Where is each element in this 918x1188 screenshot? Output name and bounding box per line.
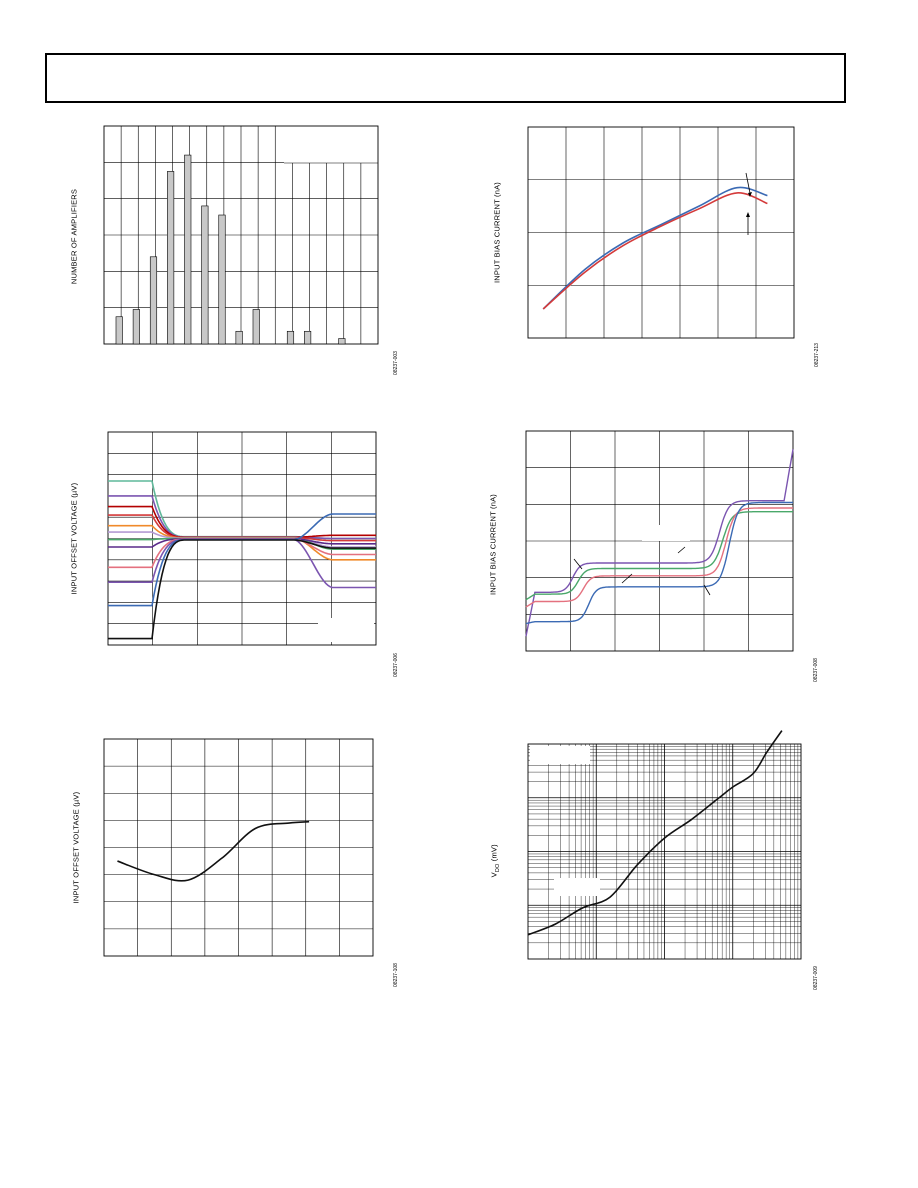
- fig4-bias-current-chart: [526, 431, 794, 652]
- fig3-figure-id: 08237-006: [392, 653, 399, 677]
- fig6-ylabel-sub: DO: [494, 863, 501, 873]
- fig1-bar: [304, 331, 311, 344]
- fig1-ylabel: NUMBER OF AMPLIFIERS: [69, 188, 79, 285]
- fig1-bar: [287, 331, 294, 344]
- fig2-ylabel: INPUT BIAS CURRENT (nA): [492, 182, 502, 284]
- fig1-histogram: [104, 126, 379, 346]
- fig6-dropout-voltage-chart: [528, 744, 802, 960]
- fig5-series: [117, 822, 309, 881]
- fig1-bar: [133, 309, 140, 344]
- fig5-ylabel: INPUT OFFSET VOLTAGE (µV): [71, 791, 81, 904]
- fig4-label-area: [572, 435, 612, 451]
- fig3-offset-voltage-chart: [108, 432, 377, 647]
- fig6-figure-id: 08237-009: [812, 966, 819, 990]
- fig2-bias-current-chart: [528, 127, 795, 340]
- fig2-series-red: [543, 193, 767, 309]
- fig1-figure-id: 08237-003: [392, 351, 399, 375]
- fig2-figure-id: 08237-213: [813, 343, 820, 367]
- fig1-bar: [167, 171, 174, 344]
- fig6-ylabel-main: V: [489, 872, 499, 878]
- fig1-bar: [339, 339, 346, 344]
- fig2-arrow: [746, 173, 750, 193]
- fig6-ylabel: [489, 836, 501, 886]
- fig4-arrow: [574, 559, 582, 569]
- fig5-figure-id: 08237-108: [392, 963, 399, 987]
- fig6-label-area: [530, 746, 590, 764]
- fig1-bar: [236, 331, 243, 344]
- fig1-bar: [253, 309, 260, 344]
- fig2-series-blue: [543, 187, 767, 309]
- fig4-ylabel: INPUT BIAS CURRENT (nA): [488, 494, 498, 596]
- fig4-arrow: [678, 547, 685, 553]
- fig2-arrowhead: [746, 212, 750, 217]
- fig1-bar: [116, 317, 123, 344]
- fig4-figure-id: 08237-008: [812, 658, 819, 682]
- fig4-label-area: [642, 525, 690, 541]
- fig1-bar: [184, 155, 191, 344]
- fig1-bar: [202, 206, 209, 344]
- fig6-ylabel-unit: (mV): [489, 844, 499, 864]
- fig1-bar: [219, 215, 226, 344]
- fig3-ylabel: INPUT OFFSET VOLTAGE (µV): [69, 482, 79, 595]
- fig5-offset-voltage-chart: [104, 739, 374, 957]
- fig5-label-area: [106, 741, 136, 761]
- fig6-label-area: [554, 878, 600, 896]
- header-box: [45, 53, 846, 103]
- fig1-bar: [150, 257, 157, 344]
- fig3-legend-area: [318, 618, 374, 642]
